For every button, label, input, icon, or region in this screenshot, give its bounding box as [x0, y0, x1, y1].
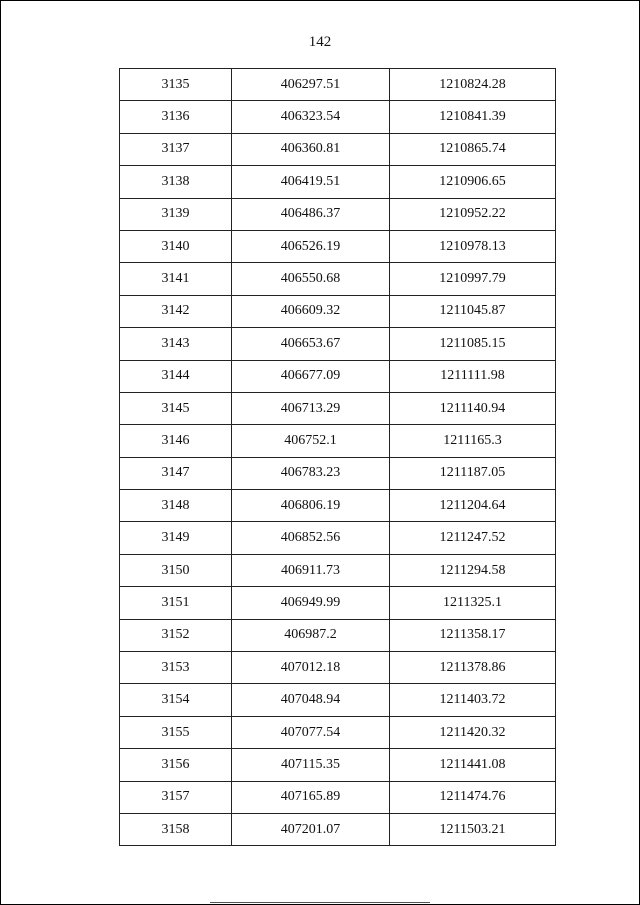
table-row [120, 295, 556, 327]
table-row [120, 490, 556, 522]
table-row [120, 619, 556, 651]
point-number-cell: 3158 [120, 813, 232, 845]
table-row [120, 101, 556, 133]
y-coordinate-cell: 1211294.58 [390, 554, 556, 586]
table-row [120, 749, 556, 781]
x-coordinate-cell: 406550.68 [232, 263, 390, 295]
point-number-cell: 3138 [120, 166, 232, 198]
table-row [120, 457, 556, 489]
x-coordinate-cell: 406419.51 [232, 166, 390, 198]
x-coordinate-cell: 406783.23 [232, 457, 390, 489]
table-row [120, 328, 556, 360]
table-row [120, 554, 556, 586]
table-row [120, 133, 556, 165]
x-coordinate-cell: 406526.19 [232, 230, 390, 262]
point-number-cell: 3148 [120, 490, 232, 522]
point-number-cell: 3145 [120, 392, 232, 424]
y-coordinate-cell: 1211140.94 [390, 392, 556, 424]
table-row [120, 425, 556, 457]
point-number-cell: 3155 [120, 716, 232, 748]
table-row [120, 69, 556, 101]
x-coordinate-cell: 406752.1 [232, 425, 390, 457]
x-coordinate-cell: 406609.32 [232, 295, 390, 327]
y-coordinate-cell: 1211247.52 [390, 522, 556, 554]
y-coordinate-cell: 1211403.72 [390, 684, 556, 716]
table-row [120, 781, 556, 813]
table-row [120, 716, 556, 748]
y-coordinate-cell: 1211420.32 [390, 716, 556, 748]
x-coordinate-cell: 406360.81 [232, 133, 390, 165]
point-number-cell: 3144 [120, 360, 232, 392]
table-row [120, 813, 556, 845]
x-coordinate-cell: 407115.35 [232, 749, 390, 781]
y-coordinate-cell: 1210906.65 [390, 166, 556, 198]
point-number-cell: 3152 [120, 619, 232, 651]
scan-mark [210, 902, 430, 903]
point-number-cell: 3141 [120, 263, 232, 295]
y-coordinate-cell: 1210997.79 [390, 263, 556, 295]
y-coordinate-cell: 1211474.76 [390, 781, 556, 813]
point-number-cell: 3143 [120, 328, 232, 360]
y-coordinate-cell: 1211165.3 [390, 425, 556, 457]
point-number-cell: 3140 [120, 230, 232, 262]
y-coordinate-cell: 1210952.22 [390, 198, 556, 230]
y-coordinate-cell: 1211358.17 [390, 619, 556, 651]
table-row [120, 587, 556, 619]
x-coordinate-cell: 407048.94 [232, 684, 390, 716]
point-number-cell: 3150 [120, 554, 232, 586]
x-coordinate-cell: 406653.67 [232, 328, 390, 360]
table-row [120, 522, 556, 554]
y-coordinate-cell: 1211085.15 [390, 328, 556, 360]
point-number-cell: 3146 [120, 425, 232, 457]
table-row [120, 166, 556, 198]
table-row [120, 652, 556, 684]
x-coordinate-cell: 406486.37 [232, 198, 390, 230]
y-coordinate-cell: 1211111.98 [390, 360, 556, 392]
y-coordinate-cell: 1211325.1 [390, 587, 556, 619]
y-coordinate-cell: 1211187.05 [390, 457, 556, 489]
y-coordinate-cell: 1211204.64 [390, 490, 556, 522]
point-number-cell: 3137 [120, 133, 232, 165]
y-coordinate-cell: 1210824.28 [390, 69, 556, 101]
x-coordinate-cell: 406806.19 [232, 490, 390, 522]
point-number-cell: 3136 [120, 101, 232, 133]
x-coordinate-cell: 407077.54 [232, 716, 390, 748]
page-number: 142 [308, 34, 332, 50]
x-coordinate-cell: 406677.09 [232, 360, 390, 392]
x-coordinate-cell: 406852.56 [232, 522, 390, 554]
y-coordinate-cell: 1211045.87 [390, 295, 556, 327]
table-row [120, 392, 556, 424]
point-number-cell: 3153 [120, 652, 232, 684]
table-row [120, 230, 556, 262]
x-coordinate-cell: 406949.99 [232, 587, 390, 619]
y-coordinate-cell: 1210978.13 [390, 230, 556, 262]
point-number-cell: 3149 [120, 522, 232, 554]
y-coordinate-cell: 1210865.74 [390, 133, 556, 165]
table-row [120, 198, 556, 230]
table-row [120, 684, 556, 716]
coordinate-table [119, 68, 556, 846]
x-coordinate-cell: 406323.54 [232, 101, 390, 133]
point-number-cell: 3154 [120, 684, 232, 716]
point-number-cell: 3156 [120, 749, 232, 781]
table-row [120, 360, 556, 392]
x-coordinate-cell: 406297.51 [232, 69, 390, 101]
x-coordinate-cell: 407012.18 [232, 652, 390, 684]
point-number-cell: 3157 [120, 781, 232, 813]
point-number-cell: 3147 [120, 457, 232, 489]
x-coordinate-cell: 407165.89 [232, 781, 390, 813]
x-coordinate-cell: 407201.07 [232, 813, 390, 845]
point-number-cell: 3135 [120, 69, 232, 101]
y-coordinate-cell: 1211378.86 [390, 652, 556, 684]
coordinate-table-body [120, 69, 556, 846]
point-number-cell: 3151 [120, 587, 232, 619]
point-number-cell: 3142 [120, 295, 232, 327]
y-coordinate-cell: 1211503.21 [390, 813, 556, 845]
x-coordinate-cell: 406911.73 [232, 554, 390, 586]
x-coordinate-cell: 406987.2 [232, 619, 390, 651]
y-coordinate-cell: 1211441.08 [390, 749, 556, 781]
point-number-cell: 3139 [120, 198, 232, 230]
x-coordinate-cell: 406713.29 [232, 392, 390, 424]
table-row [120, 263, 556, 295]
y-coordinate-cell: 1210841.39 [390, 101, 556, 133]
